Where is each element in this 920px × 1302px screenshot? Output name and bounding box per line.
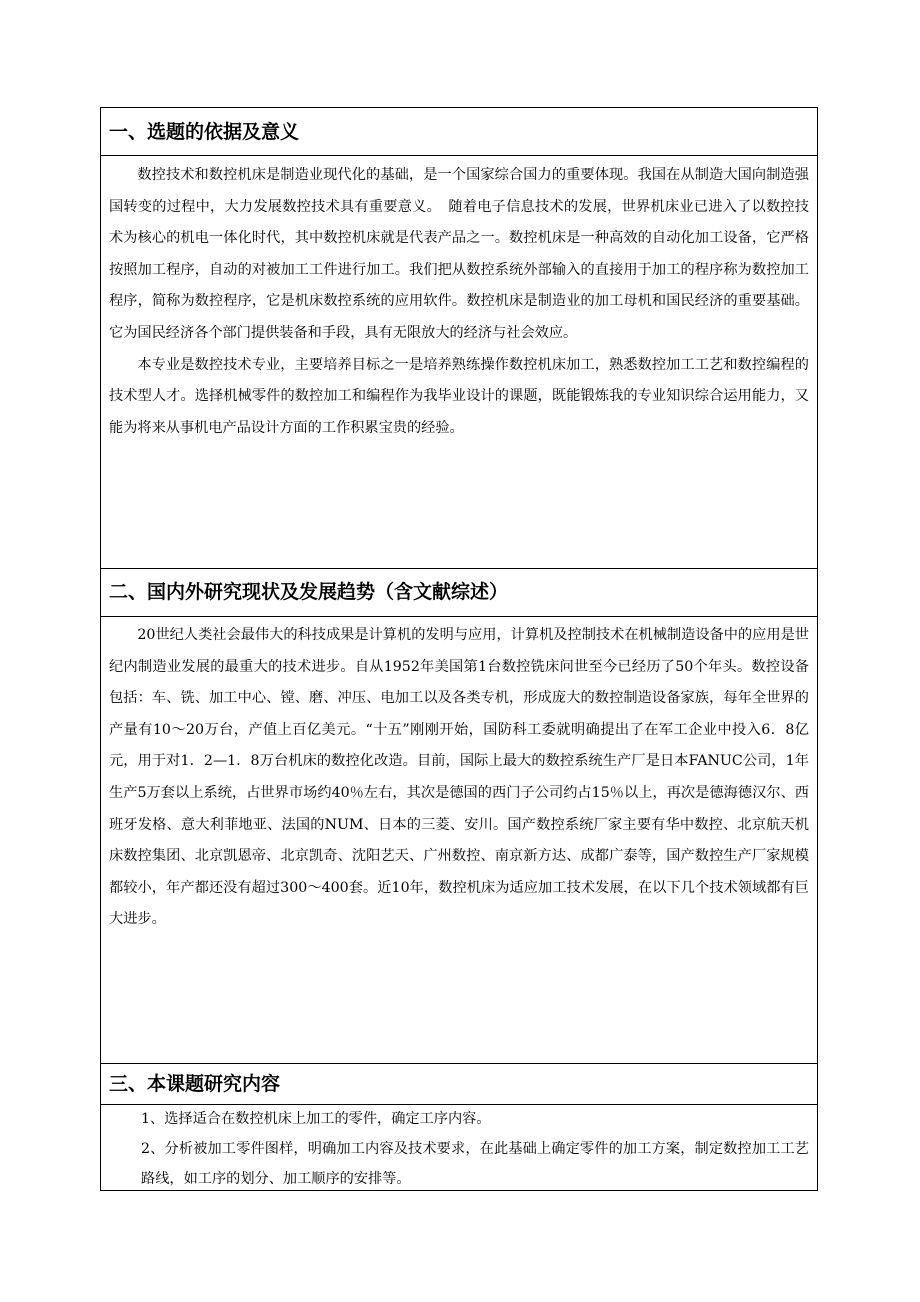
- section-3-item-2: 2、分析被加工零件图样，明确加工内容及技术要求，在此基础上确定零件的加工方案，制定数控加工工艺路线，如工序的划分、加工顺序的安排等。: [141, 1141, 809, 1187]
- section-1-paragraph-2: 本专业是数控技术专业，主要培养目标之一是培养熟练操作数控机床加工，熟悉数控加工工艺和数控编程的技术型人才。选择机械零件的数控加工和编程作为我毕业设计的课题，既能锻炼我的专业知识综合运用能力，又能为将来从事机电产品设计方面的工作积累宝贵的经验。: [109, 356, 809, 436]
- section-2-body: [101, 620, 817, 1060]
- section-3-body: [101, 1104, 817, 1190]
- section-2-heading: 二、国内外研究现状及发展趋势（含文献综述）: [101, 568, 817, 617]
- section-1-paragraph-1: 数控技术和数控机床是制造业现代化的基础，是一个国家综合国力的重要体现。我国在从制造大国向制造强国转变的过程中，大力发展数控技术具有重要意义。 随着电子信息技术的发展，世界机床业已进入了以数控技术为核心的机电一体化时代，其中数控机床就是代表产品之一。数控机床是一种高效的自动化加工设备，它严格按照加工程序，自动的对被加工工件进行加工。我们把从数控系统外部输入的直接用于加工的程序称为数控加工程序，简称为数控程序，它是机床数控系统的应用软件。数控机床是制造业的加工母机和国民经济的重要基础。它为国民经济各个部门提供装备和手段，具有无限放大的经济与社会效应。: [109, 167, 809, 341]
- section-3-heading: 三、本课题研究内容: [101, 1063, 817, 1105]
- section-1-body: [101, 160, 817, 566]
- section-1-heading: 一、选题的依据及意义: [101, 108, 817, 156]
- report-table: [100, 107, 818, 1191]
- section-3-item-1: 1、选择适合在数控机床上加工的零件，确定工序内容。: [141, 1111, 491, 1127]
- section-2-paragraph-1: 20世纪人类社会最伟大的科技成果是计算机的发明与应用，计算机及控制技术在机械制造设备中的应用是世纪内制造业发展的最重大的技术进步。自从1952年美国第1台数控铣床问世至今已经历了50个年头。数控设备包括：车、铣、加工中心、镗、磨、冲压、电加工以及各类专机，形成庞大的数控制造设备家族，每年全世界的产量有10～20万台，产值上百亿美元。“十五”刚刚开始，国防科工委就明确提出了在军工企业中投入6．8亿元，用于对1．2—1．8万台机床的数控化改造。目前，国际上最大的数控系统生产厂是日本FANUC公司，1年生产5万套以上系统，占世界市场约40％左右，其次是德国的西门子公司约占15％以上，再次是德海德汉尔、西班牙发格、意大利菲地亚、法国的NUM、日本的三菱、安川。国产数控系统厂家主要有华中数控、北京航天机床数控集团、北京凯恩帝、北京凯奇、沈阳艺天、广州数控、南京新方达、成都广泰等，国产数控生产厂家规模都较小，年产都还没有超过300～400套。近10年，数控机床为适应加工技术发展，在以下几个技术领域都有巨大进步。: [109, 627, 809, 928]
